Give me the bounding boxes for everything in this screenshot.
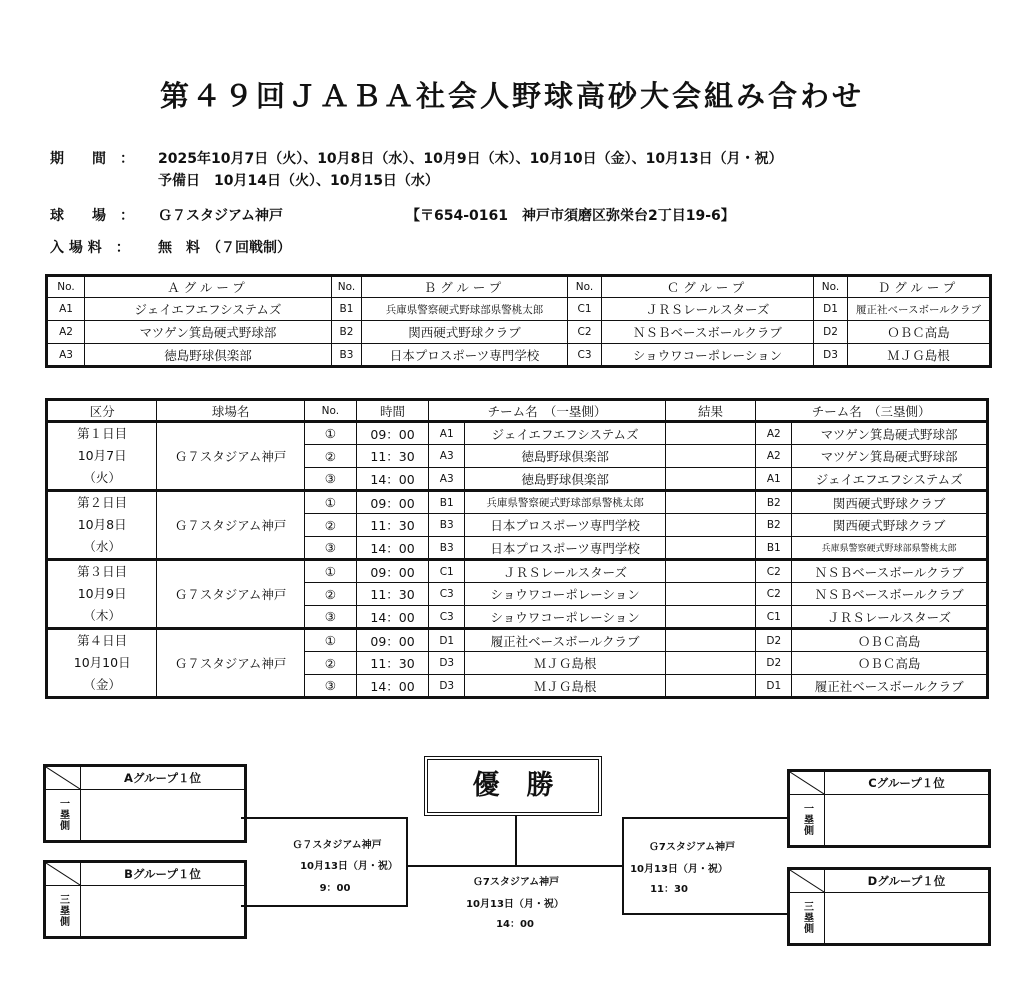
game-no: ①	[304, 629, 356, 652]
first-base-team-header: チーム名 （一塁側）	[429, 400, 666, 422]
group-d-no-header: No.	[814, 276, 848, 298]
venue-cell: Ｇ７スタジアム神戸	[157, 491, 304, 560]
venue-cell: Ｇ７スタジアム神戸	[157, 560, 304, 629]
game-no: ③	[304, 468, 356, 491]
group-d-winner-label: Dグループ１位	[867, 874, 946, 888]
game-time: 11：30	[356, 583, 428, 606]
team-code: D3	[814, 344, 848, 367]
first-base-team: ショウワコーポレーション	[465, 606, 666, 629]
third-base-code: B2	[756, 491, 792, 514]
group-b-header: Ｂグループ	[362, 276, 568, 298]
game-no: ②	[304, 514, 356, 537]
day-weekday: （火）	[83, 470, 121, 485]
first-base-team: ＪＲＳレールスターズ	[465, 560, 666, 583]
venue-address: 【〒654-0161 神戸市須磨区弥栄台2丁目19-6】	[406, 208, 735, 224]
first-base-code: B3	[429, 514, 465, 537]
first-base-code: C3	[429, 583, 465, 606]
day-weekday: （木）	[83, 608, 121, 623]
game-result	[665, 422, 755, 445]
bracket-line-right-bottom	[622, 913, 788, 915]
group-b-winner-box	[43, 860, 247, 939]
team-name: 履正社ベースボールクラブ	[848, 298, 991, 321]
schedule-row	[47, 560, 988, 583]
third-base-team: ＮＳＢベースボールクラブ	[792, 560, 988, 583]
semifinal-right-time: 11：30	[650, 884, 688, 895]
venue-value: Ｇ７スタジアム神戸	[158, 208, 284, 224]
third-base-code: D2	[756, 652, 792, 675]
game-result	[665, 468, 755, 491]
third-base-team: マツゲン箕島硬式野球部	[792, 422, 988, 445]
day-day: 第２日目	[77, 495, 128, 510]
reserve-days: 予備日 10月14日（火）、10月15日（水）	[158, 173, 439, 189]
team-name: ＭＪＧ島根	[848, 344, 991, 367]
first-base-team: ジェイエフエフシステムズ	[465, 422, 666, 445]
game-no: ③	[304, 537, 356, 560]
third-base-code: A2	[756, 422, 792, 445]
final-venue: Ｇ7スタジアム神戸	[472, 877, 560, 888]
day-weekday: （水）	[83, 539, 121, 554]
third-base-team: 履正社ベースボールクラブ	[792, 675, 988, 698]
first-base-team: 履正社ベースボールクラブ	[465, 629, 666, 652]
day-date: 10月9日	[77, 586, 127, 601]
first-base-code: A3	[429, 468, 465, 491]
team-name: ＯＢＣ高島	[848, 321, 991, 344]
bracket-line-left-vertical	[406, 817, 408, 907]
day-header: 区分	[47, 400, 157, 422]
game-result	[665, 606, 755, 629]
schedule-header-row	[47, 400, 988, 422]
day-day: 第４日目	[77, 633, 128, 648]
day-date: 10月8日	[77, 517, 127, 532]
team-code: B2	[332, 321, 362, 344]
time-header: 時間	[356, 400, 428, 422]
game-no: ②	[304, 445, 356, 468]
game-no: ①	[304, 491, 356, 514]
game-result	[665, 491, 755, 514]
groups-header-row	[47, 276, 991, 298]
schedule-row	[47, 491, 988, 514]
schedule-row	[47, 629, 988, 652]
final-time: 14：00	[496, 919, 534, 930]
first-base-code: D3	[429, 652, 465, 675]
venue-label: 球 場 ：	[50, 208, 134, 224]
venue-cell: Ｇ７スタジアム神戸	[157, 629, 304, 698]
third-base-team: 関西硬式野球クラブ	[792, 491, 988, 514]
day-date: 10月10日	[73, 655, 131, 670]
game-time: 14：00	[356, 606, 428, 629]
semifinal-right-venue: Ｇ7スタジアム神戸	[648, 842, 736, 853]
team-name: マツゲン箕島硬式野球部	[85, 321, 332, 344]
group-c-no-header: No.	[568, 276, 602, 298]
venue-cell: Ｇ７スタジアム神戸	[157, 422, 304, 491]
first-base-code: D3	[429, 675, 465, 698]
groups-row	[47, 321, 991, 344]
game-result	[665, 445, 755, 468]
game-no: ③	[304, 606, 356, 629]
group-b-winner-label: Bグループ１位	[124, 867, 201, 881]
game-time: 11：30	[356, 652, 428, 675]
team-name: 関西硬式野球クラブ	[362, 321, 568, 344]
fee-value: 無 料 （７回戦制）	[158, 240, 291, 256]
venue-header: 球場名	[157, 400, 304, 422]
third-base-team: ジェイエフエフシステムズ	[792, 468, 988, 491]
bracket-line-left-bottom	[241, 905, 407, 907]
first-base-code: A3	[429, 445, 465, 468]
semifinal-right-date: 10月13日（月・祝）	[630, 864, 728, 875]
team-name: 徳島野球倶楽部	[85, 344, 332, 367]
first-base-code: A1	[429, 422, 465, 445]
third-base-team: ＯＢＣ高島	[792, 629, 988, 652]
team-code: D1	[814, 298, 848, 321]
game-time: 14：00	[356, 468, 428, 491]
first-base-code: C1	[429, 560, 465, 583]
group-d-header: Ｄグループ	[848, 276, 991, 298]
group-b-no-header: No.	[332, 276, 362, 298]
team-code: A1	[47, 298, 85, 321]
groups-row	[47, 344, 991, 367]
groups-row	[47, 298, 991, 321]
final-date: 10月13日（月・祝）	[466, 899, 564, 910]
game-result	[665, 675, 755, 698]
semifinal-left-date: 10月13日（月・祝）	[300, 861, 398, 872]
no-header: No.	[304, 400, 356, 422]
groups-table	[45, 274, 992, 368]
first-base-side-label: 一塁側	[790, 794, 825, 845]
team-code: A2	[47, 321, 85, 344]
game-time: 09：00	[356, 560, 428, 583]
first-base-team: ＭＪＧ島根	[465, 675, 666, 698]
team-code: A3	[47, 344, 85, 367]
first-base-code: D1	[429, 629, 465, 652]
group-c-winner-box	[787, 769, 991, 848]
group-c-winner-label: Cグループ１位	[868, 776, 945, 790]
period-label: 期 間 ：	[50, 151, 134, 167]
team-name: ＮＳＢベースボールクラブ	[602, 321, 814, 344]
third-base-code: B1	[756, 537, 792, 560]
game-no: ②	[304, 652, 356, 675]
game-result	[665, 560, 755, 583]
third-base-team: マツゲン箕島硬式野球部	[792, 445, 988, 468]
page-title: 第４９回ＪＡＢＡ社会人野球高砂大会組み合わせ	[159, 79, 864, 113]
third-base-code: C2	[756, 583, 792, 606]
game-no: ①	[304, 422, 356, 445]
day-day: 第１日目	[77, 426, 128, 441]
first-base-team: ＭＪＧ島根	[465, 652, 666, 675]
first-base-code: B1	[429, 491, 465, 514]
team-name: 日本プロスポーツ専門学校	[362, 344, 568, 367]
game-result	[665, 652, 755, 675]
day-cell	[47, 422, 157, 491]
team-code: D2	[814, 321, 848, 344]
team-code: B3	[332, 344, 362, 367]
group-a-winner-label: Aグループ１位	[124, 771, 201, 785]
third-base-code: C1	[756, 606, 792, 629]
champion-box: 優 勝	[424, 756, 602, 816]
game-time: 14：00	[356, 675, 428, 698]
team-code: C2	[568, 321, 602, 344]
first-base-code: C3	[429, 606, 465, 629]
third-base-code: A1	[756, 468, 792, 491]
third-base-team-header: チーム名 （三塁側）	[756, 400, 988, 422]
team-code: B1	[332, 298, 362, 321]
third-base-side-label: 三塁側	[790, 892, 825, 943]
third-base-team: ＯＢＣ高島	[792, 652, 988, 675]
team-code: C1	[568, 298, 602, 321]
team-name: ショウワコーポレーション	[602, 344, 814, 367]
day-date: 10月7日	[77, 448, 127, 463]
first-base-team: 兵庫県警察硬式野球部県警桃太郎	[465, 491, 666, 514]
first-base-team: 日本プロスポーツ専門学校	[465, 514, 666, 537]
group-c-header: Ｃグループ	[602, 276, 814, 298]
team-name: ＪＲＳレールスターズ	[602, 298, 814, 321]
game-result	[665, 514, 755, 537]
third-base-side-label: 三塁側	[46, 885, 81, 936]
team-code: C3	[568, 344, 602, 367]
game-time: 09：00	[356, 422, 428, 445]
fee-label: 入 場 料 ：	[50, 240, 130, 256]
first-base-code: B3	[429, 537, 465, 560]
first-base-team: ショウワコーポレーション	[465, 583, 666, 606]
first-base-team: 日本プロスポーツ専門学校	[465, 537, 666, 560]
day-cell	[47, 491, 157, 560]
semifinal-left-venue: Ｇ７スタジアム神戸	[292, 840, 382, 851]
third-base-team: 兵庫県警察硬式野球部県警桃太郎	[792, 537, 988, 560]
period-value: 2025年10月7日（火）、10月8日（水）、10月9日（木）、10月10日（金）、10月13日（月・祝）	[158, 151, 783, 167]
bracket-line-right-top	[622, 817, 788, 819]
result-header: 結果	[665, 400, 755, 422]
third-base-code: D1	[756, 675, 792, 698]
game-time: 09：00	[356, 491, 428, 514]
game-time: 14：00	[356, 537, 428, 560]
team-name: ジェイエフエフシステムズ	[85, 298, 332, 321]
group-a-header: Ａグループ	[85, 276, 332, 298]
third-base-code: C2	[756, 560, 792, 583]
schedule-table	[45, 398, 989, 699]
first-base-team: 徳島野球倶楽部	[465, 468, 666, 491]
first-base-team: 徳島野球倶楽部	[465, 445, 666, 468]
third-base-code: A2	[756, 445, 792, 468]
group-a-winner-box	[43, 764, 247, 843]
third-base-code: D2	[756, 629, 792, 652]
team-name: 兵庫県警察硬式野球部県警桃太郎	[362, 298, 568, 321]
first-base-side-label: 一塁側	[46, 789, 81, 840]
third-base-code: B2	[756, 514, 792, 537]
schedule-row	[47, 422, 988, 445]
day-cell	[47, 560, 157, 629]
day-weekday: （金）	[83, 677, 121, 692]
semifinal-left-time: 9：00	[319, 883, 351, 894]
group-d-winner-box	[787, 867, 991, 946]
group-a-no-header: No.	[47, 276, 85, 298]
game-no: ③	[304, 675, 356, 698]
game-no: ②	[304, 583, 356, 606]
game-result	[665, 537, 755, 560]
game-result	[665, 583, 755, 606]
day-cell	[47, 629, 157, 698]
game-time: 11：30	[356, 514, 428, 537]
third-base-team: ＮＳＢベースボールクラブ	[792, 583, 988, 606]
game-time: 11：30	[356, 445, 428, 468]
day-day: 第３日目	[77, 564, 128, 579]
game-time: 09：00	[356, 629, 428, 652]
game-no: ①	[304, 560, 356, 583]
third-base-team: 関西硬式野球クラブ	[792, 514, 988, 537]
bracket-line-left-top	[241, 817, 407, 819]
third-base-team: ＪＲＳレールスターズ	[792, 606, 988, 629]
game-result	[665, 629, 755, 652]
bracket-line-champion	[515, 816, 517, 866]
